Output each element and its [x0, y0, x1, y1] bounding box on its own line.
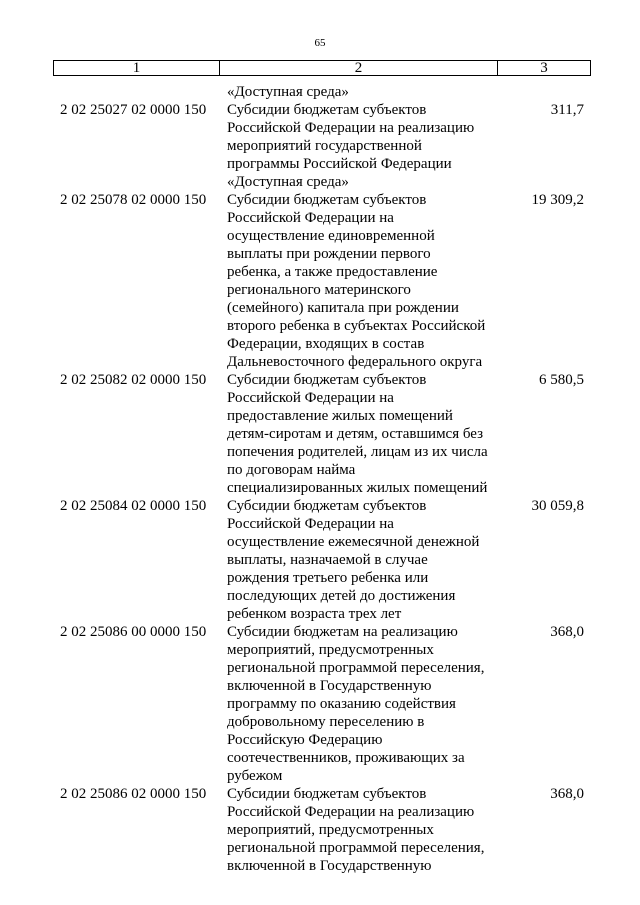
row-amount: 368,0	[550, 786, 584, 802]
description-line: мероприятий, предусмотренных	[227, 642, 434, 658]
description-line: попечения родителей, лицам из их числа	[227, 444, 488, 460]
description-line: (семейного) капитала при рождении	[227, 300, 459, 316]
description-line: включенной в Государственную	[227, 678, 432, 694]
table-body	[0, 83, 640, 875]
description-line: детям-сиротам и детям, оставшимся без	[227, 426, 484, 442]
table-row	[0, 101, 640, 191]
row-description	[227, 191, 507, 371]
description-line: Субсидии бюджетам субъектов	[227, 786, 427, 802]
table-row	[0, 497, 640, 623]
table-row	[0, 785, 640, 875]
header-col-1: 1	[54, 61, 220, 75]
description-line: Российской Федерации на	[227, 390, 394, 406]
row-code: 2 02 25078 02 0000 150	[60, 192, 207, 208]
description-line: предоставление жилых помещений	[227, 408, 453, 424]
description-line: Федерации, входящих в состав	[227, 336, 425, 352]
row-description	[227, 497, 507, 623]
row-description	[227, 101, 507, 191]
page-number: 65	[314, 37, 326, 49]
description-line: осуществление ежемесячной денежной	[227, 534, 480, 550]
description-line: второго ребенка в субъектах Российской	[227, 318, 486, 334]
description-line: последующих детей до достижения	[227, 588, 456, 604]
header-col-3: 3	[540, 60, 548, 76]
row-amount: 19 309,2	[531, 192, 584, 208]
description-line: «Доступная среда»	[227, 174, 349, 190]
row-description	[227, 371, 507, 497]
description-line: Субсидии бюджетам на реализацию	[227, 624, 458, 640]
description-line: рождения третьего ребенка или	[227, 570, 429, 586]
description-line: выплаты, назначаемой в случае	[227, 552, 428, 568]
description-line: соотечественников, проживающих за	[227, 750, 465, 766]
row-amount: 311,7	[550, 102, 584, 118]
description-line: мероприятий, предусмотренных	[227, 822, 434, 838]
description-line: региональной программой переселения,	[227, 660, 485, 676]
description-line: включенной в Государственную	[227, 858, 432, 874]
description-line: специализированных жилых помещений	[227, 480, 488, 496]
description-line: регионального материнского	[227, 282, 411, 298]
row-code: 2 02 25086 00 0000 150	[60, 624, 207, 640]
description-line: Субсидии бюджетам субъектов	[227, 102, 427, 118]
row-description	[227, 785, 507, 875]
header-col-2: 2	[220, 61, 498, 75]
description-line: по договорам найма	[227, 462, 356, 478]
description-line: выплаты при рождении первого	[227, 246, 431, 262]
description-line: Российскую Федерацию	[227, 732, 383, 748]
description-line: Российской Федерации на реализацию	[227, 120, 475, 136]
description-line: программу по оказанию содействия	[227, 696, 456, 712]
row-amount: 368,0	[550, 624, 584, 640]
description-line: Субсидии бюджетам субъектов	[227, 372, 427, 388]
row-code: 2 02 25084 02 0000 150	[60, 498, 207, 514]
description-line: Российской Федерации на реализацию	[227, 804, 475, 820]
row-description	[227, 623, 507, 785]
description-line: Субсидии бюджетам субъектов	[227, 192, 427, 208]
description-line: осуществление единовременной	[227, 228, 435, 244]
description-line: мероприятий государственной	[227, 138, 422, 154]
description-line: программы Российской Федерации	[227, 156, 452, 172]
description-line: Субсидии бюджетам субъектов	[227, 498, 427, 514]
row-code: 2 02 25082 02 0000 150	[60, 372, 207, 388]
row-code: 2 02 25086 02 0000 150	[60, 786, 207, 802]
description-line: Российской Федерации на	[227, 516, 394, 532]
description-line: ребенка, а также предоставление	[227, 264, 438, 280]
description-line: Дальневосточного федерального округа	[227, 354, 483, 370]
row-code: 2 02 25027 02 0000 150	[60, 102, 207, 118]
table-rows	[0, 101, 640, 875]
table-header	[53, 60, 591, 76]
table-row	[0, 191, 640, 371]
description-line: рубежом	[227, 768, 283, 784]
row-amount: 30 059,8	[531, 498, 584, 514]
description-line: Российской Федерации на	[227, 210, 394, 226]
description-line: региональной программой переселения,	[227, 840, 485, 856]
row-amount: 6 580,5	[539, 372, 584, 388]
table-row	[0, 371, 640, 497]
continued-text: «Доступная среда»	[227, 84, 349, 100]
description-line: ребенком возраста трех лет	[227, 606, 402, 622]
description-line: добровольному переселению в	[227, 714, 425, 730]
table-row	[0, 623, 640, 785]
